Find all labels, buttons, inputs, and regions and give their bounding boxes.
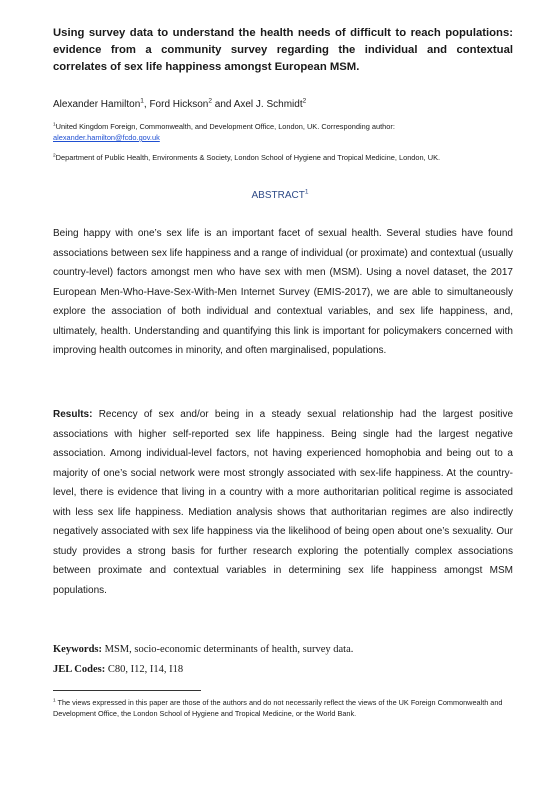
affiliation-marker: 1 xyxy=(140,97,144,105)
affiliation-marker: 2 xyxy=(302,97,307,105)
keywords-label: Keywords: xyxy=(53,644,102,655)
author-separator: , xyxy=(143,99,150,110)
corresponding-email-link[interactable]: alexander.hamilton@fcdo.gov.uk xyxy=(53,133,160,142)
footnote-text: The views expressed in this paper are those of the authors and do not necessarily reflect the views of the UK Foreign Commonwealth and Development Office, the London School of Hygiene and Tropical Medicine, or the World Bank. xyxy=(53,698,503,718)
affiliation-text: United Kingdom Foreign, Commonwealth, and Development Office, London, UK. Corresponding author: xyxy=(55,122,395,131)
footnote-marker: 1 xyxy=(304,188,309,196)
jel-codes-label: JEL Codes: xyxy=(53,664,106,675)
abstract-heading-text: ABSTRACT xyxy=(251,190,305,201)
author-name: Axel J. Schmidt xyxy=(233,99,303,110)
author-name: Ford Hickson xyxy=(149,99,209,110)
affiliation-marker: 2 xyxy=(53,153,56,159)
affiliation-text: Department of Public Health, Environments & Society, London School of Hygiene and Tropical Medicine, London, UK. xyxy=(55,153,441,162)
keywords-block xyxy=(53,640,353,680)
results-paragraph xyxy=(53,405,513,600)
jel-codes-line xyxy=(53,660,353,680)
paper-title: Using survey data to understand the health needs of difficult to reach populations: evidence from a community survey regarding the individual and contextual correlates of sex life happiness amongst European MSM. xyxy=(53,27,513,73)
author-separator: and xyxy=(211,99,234,110)
affiliation-2 xyxy=(53,152,523,163)
abstract-heading xyxy=(0,190,560,201)
footnote-marker: 1 xyxy=(53,698,56,704)
author-list xyxy=(53,99,306,110)
results-label: Results: xyxy=(53,409,93,420)
footnote xyxy=(53,697,515,719)
affiliation-marker: 2 xyxy=(208,97,212,105)
results-text: Recency of sex and/or being in a steady sexual relationship had the largest positive associations with higher self-reported sex life happiness. Being single had the largest negative association. Among individual-level factors, not having experienced homophobia and being out to a majority of one’s social network were most strongly associated with sex-life happiness. At the country-level, there is evidence that living in a country with a more authoritarian political regime is associated with less sex life happiness. Mediation analysis shows that authoritarian regimes are also indirectly negatively associated with sex life happiness via the likelihood of being open about one’s sexuality. Our study provides a strong basis for further research exploring the potentially complex associations between proximate and contextual variables in determining sex life happiness amongst MSM populations. xyxy=(53,409,513,596)
jel-codes-text: C80, I12, I14, I18 xyxy=(105,664,184,675)
keywords-line xyxy=(53,640,353,660)
author-name: Alexander Hamilton xyxy=(53,99,141,110)
affiliation-marker: 1 xyxy=(53,122,56,128)
affiliation-1 xyxy=(53,121,523,143)
abstract-paragraph: Being happy with one’s sex life is an important facet of sexual health. Several studies have found associations between sex life happiness and a range of individual (or proximate) and contextual (usually country-level) factors amongst men who have sex with men (MSM). Using a novel dataset, the 2017 European Men-Who-Have-Sex-With-Men Internet Survey (EMIS-2017), we are able to simultaneously explore the association of both individual and contextual variables, and sex life happiness, and, ultimately, health. Understanding and quantifying this link is important for policymakers concerned with improving health outcomes in minority, and often marginalised, populations. xyxy=(53,228,513,356)
keywords-text: MSM, socio-economic determinants of health, survey data. xyxy=(102,644,354,655)
footnote-divider xyxy=(53,690,201,691)
